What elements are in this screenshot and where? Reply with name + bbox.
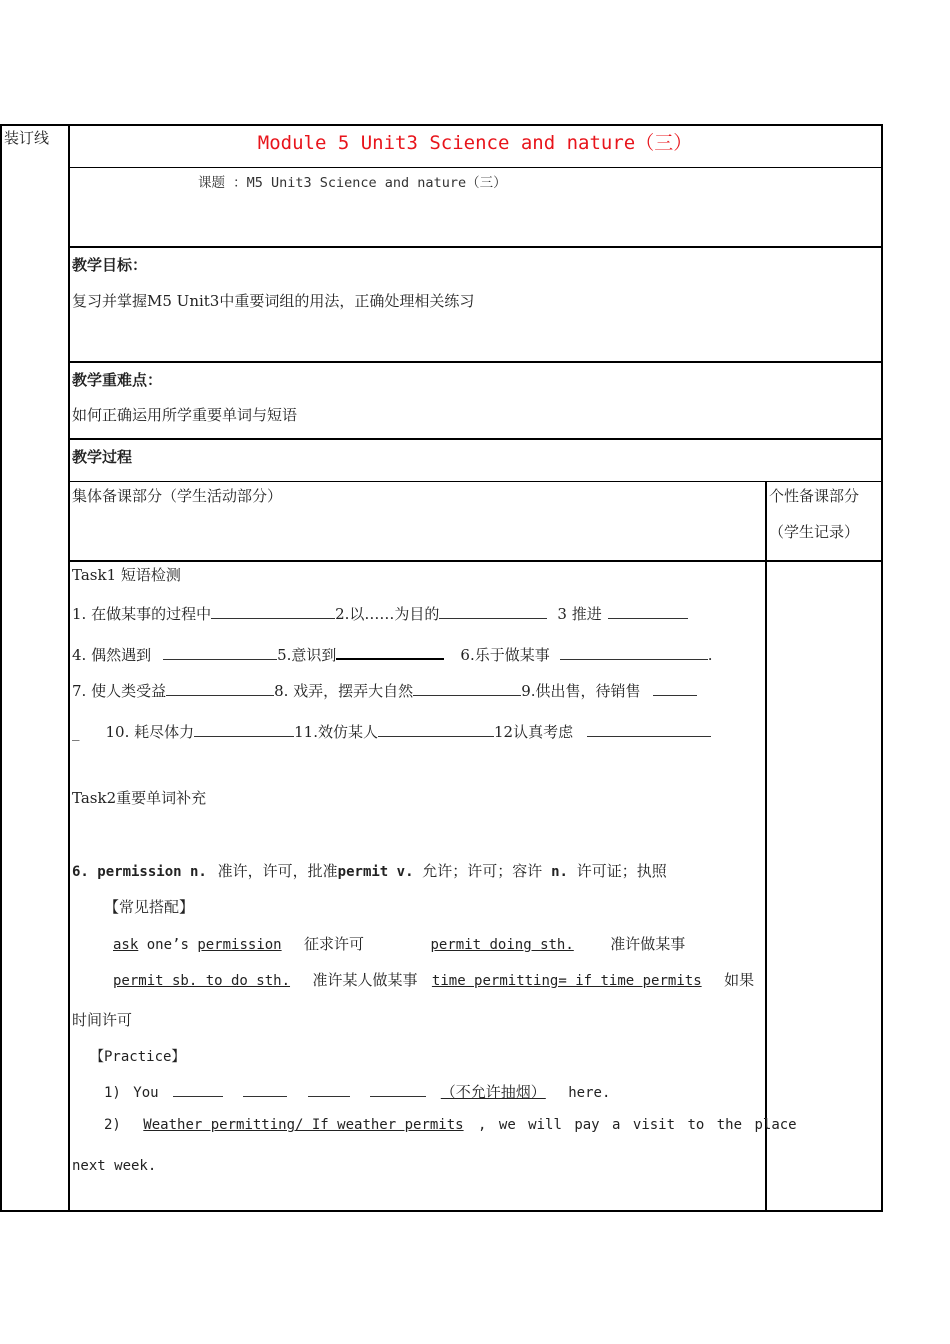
task2-title: Task2重要单词补充 bbox=[72, 789, 207, 807]
collocation-4-meaning-1: 如果 bbox=[724, 971, 755, 989]
noun-meaning: 许可证；执照 bbox=[576, 862, 667, 880]
row-divider-title bbox=[68, 167, 883, 168]
answer-blank[interactable] bbox=[194, 722, 294, 737]
task1-row1 bbox=[72, 603, 688, 624]
collocation-ask: ask bbox=[113, 937, 139, 953]
pos-noun: n. bbox=[551, 864, 568, 880]
task1-row2 bbox=[72, 644, 713, 665]
item-12: 12认真考虑 bbox=[493, 723, 574, 741]
collocation-row2 bbox=[113, 969, 754, 990]
practice-heading: 【Practice】 bbox=[90, 1049, 186, 1065]
left-column-header: 集体备课部分（学生活动部分） bbox=[72, 487, 283, 505]
collocation-4-meaning-2: 时间许可 bbox=[72, 1011, 133, 1029]
binding-margin-label: 装订线 bbox=[4, 129, 50, 147]
table-right-border bbox=[881, 124, 883, 1212]
collocation-2-meaning: 准许做某事 bbox=[610, 935, 686, 953]
practice-1-end: here. bbox=[568, 1085, 611, 1101]
item-6: 6.乐于做某事 bbox=[460, 646, 550, 664]
item-6-end: . bbox=[707, 646, 713, 664]
practice-1-number: 1) bbox=[104, 1085, 121, 1101]
answer-blank[interactable] bbox=[173, 1082, 223, 1097]
keypoints-heading: 教学重难点： bbox=[72, 371, 163, 389]
vocab-entry-permission bbox=[72, 860, 667, 881]
collocation-2: permit doing sth. bbox=[430, 937, 574, 953]
row-divider-keypoints bbox=[68, 438, 883, 440]
collocation-permission: permission bbox=[197, 937, 282, 953]
item-7: 7. 使人类受益 bbox=[72, 682, 167, 700]
item-3: 3 推进 bbox=[557, 605, 602, 623]
row-divider-process bbox=[68, 481, 883, 482]
answer-blank[interactable] bbox=[370, 1082, 426, 1097]
item-5: 5.意识到 bbox=[277, 646, 337, 664]
answer-blank[interactable] bbox=[308, 1082, 350, 1097]
collocation-4: time permitting= if time permits bbox=[431, 973, 702, 989]
lesson-topic: 课题 ：M5 Unit3 Science and nature（三） bbox=[198, 175, 507, 191]
practice-item-1 bbox=[104, 1081, 610, 1102]
collocation-3: permit sb. to do sth. bbox=[113, 973, 291, 989]
practice-2-rest: , we will pay a visit to the place bbox=[478, 1117, 797, 1133]
column-divider-right bbox=[765, 481, 767, 1212]
collocation-row1 bbox=[113, 933, 685, 954]
word-permit: permit v. bbox=[337, 864, 414, 880]
item-9: 9.供出售，待销售 bbox=[521, 682, 641, 700]
left-margin-border bbox=[0, 124, 2, 1212]
task1-title: Task1 短语检测 bbox=[72, 566, 181, 584]
collocation-3-meaning: 准许某人做某事 bbox=[312, 971, 418, 989]
answer-blank[interactable] bbox=[378, 722, 494, 737]
table-bottom-border bbox=[0, 1210, 883, 1212]
collocation-ones: one’s bbox=[138, 937, 198, 953]
answer-blank[interactable] bbox=[211, 604, 335, 619]
binding-column-border bbox=[68, 124, 70, 1212]
answer-blank[interactable] bbox=[166, 681, 274, 696]
answer-blank[interactable] bbox=[653, 681, 697, 696]
right-column-header-1: 个性备课部分 bbox=[769, 487, 860, 505]
head-word: 6. permission n. bbox=[72, 864, 207, 880]
answer-blank[interactable] bbox=[608, 604, 688, 619]
practice-2-answer: Weather permitting/ If weather permits bbox=[143, 1117, 464, 1133]
item-11: 11.效仿某人 bbox=[294, 723, 378, 741]
collocations-heading: 【常见搭配】 bbox=[104, 898, 195, 916]
practice-1-hint: （不允许抽烟） bbox=[440, 1083, 546, 1101]
item-9-continuation: _ bbox=[72, 723, 80, 741]
practice-item-2 bbox=[104, 1117, 797, 1133]
item-1: 1. 在做某事的过程中 bbox=[72, 605, 212, 623]
collocation-1-meaning: 征求许可 bbox=[304, 935, 365, 953]
page-title: Module 5 Unit3 Science and nature（三） bbox=[257, 132, 693, 154]
item-2: 2.以……为目的 bbox=[335, 605, 440, 623]
row-divider-objectives bbox=[68, 361, 883, 363]
practice-1-you: You bbox=[133, 1085, 159, 1101]
answer-blank[interactable] bbox=[587, 722, 711, 737]
right-column-header-2: （学生记录） bbox=[769, 523, 860, 541]
practice-2-continuation: next week. bbox=[72, 1158, 157, 1174]
permit-meaning: 允许；许可；容许 bbox=[422, 862, 543, 880]
practice-2-number: 2) bbox=[104, 1117, 121, 1133]
answer-blank[interactable] bbox=[243, 1082, 287, 1097]
task1-row3 bbox=[72, 680, 697, 701]
answer-blank[interactable] bbox=[163, 645, 277, 660]
keypoints-text: 如何正确运用所学重要单词与短语 bbox=[72, 406, 298, 424]
table-top-border bbox=[0, 124, 883, 126]
item-4: 4. 偶然遇到 bbox=[72, 646, 152, 664]
process-heading: 教学过程 bbox=[72, 448, 133, 466]
answer-blank[interactable] bbox=[336, 644, 444, 660]
item-10: 10. 耗尽体力 bbox=[105, 723, 195, 741]
item-8: 8. 戏弄，摆弄大自然 bbox=[274, 682, 414, 700]
head-meaning: 准许，许可，批准 bbox=[217, 862, 338, 880]
objectives-text: 复习并掌握M5 Unit3中重要词组的用法，正确处理相关练习 bbox=[72, 292, 475, 310]
objectives-heading: 教学目标： bbox=[72, 256, 148, 274]
row-divider-col-headers bbox=[68, 560, 883, 562]
task1-row4 bbox=[72, 721, 711, 742]
row-divider-lesson bbox=[68, 246, 883, 248]
answer-blank[interactable] bbox=[560, 645, 708, 660]
answer-blank[interactable] bbox=[439, 604, 547, 619]
answer-blank[interactable] bbox=[413, 681, 521, 696]
